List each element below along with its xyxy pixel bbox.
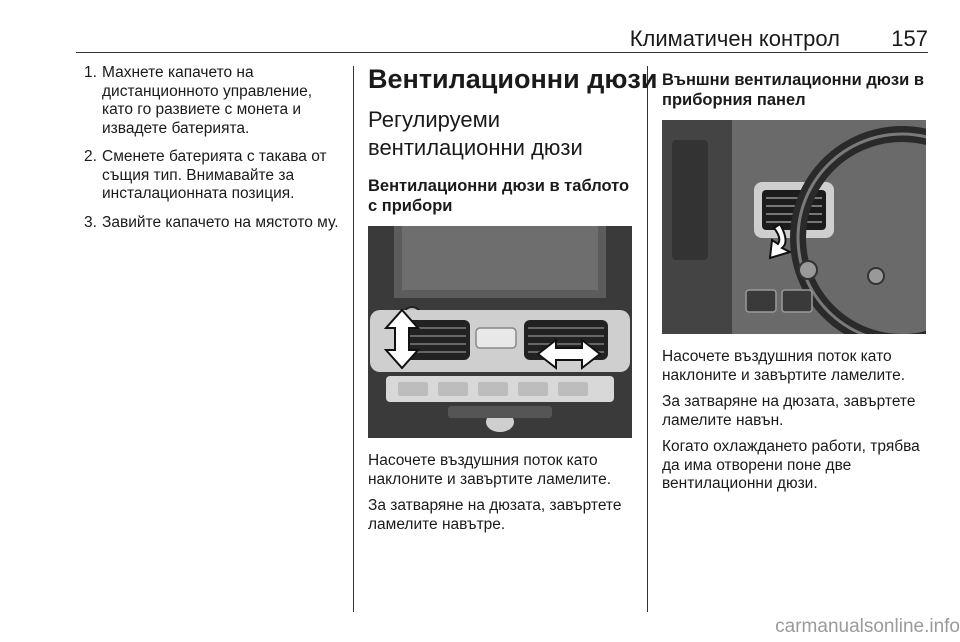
paragraph: Насочете въздушния поток като наклоните и завъртите ламелите. (368, 452, 612, 488)
paragraph: За затваряне на дюзата, завъртете ламелите навътре. (368, 497, 622, 533)
column-1 (84, 64, 342, 242)
watermark: carmanualsonline.info (775, 616, 960, 637)
column-2 (368, 64, 658, 542)
subsection-title: Регулируеми вентилационни дюзи (368, 107, 583, 160)
running-header-title: Климатичен контрол (629, 26, 840, 51)
paragraph: Когато охлаждането работи, трябва да има отворени поне две вентилационни дюзи. (662, 438, 920, 492)
section-title: Вентилационни дюзи (368, 64, 658, 94)
step-text: Махнете капачето на дистанционното управление, като го развиете с монета и извадете батерията. (102, 64, 313, 137)
step-text: Завийте капачето на мястото му. (102, 213, 339, 231)
column-3 (662, 64, 930, 502)
section-heading: Вентилационни дюзи в таблото с прибори (368, 177, 630, 215)
paragraph: За затваряне на дюзата, завъртете ламелите навън. (662, 393, 916, 429)
step-item (84, 148, 342, 204)
step-number: 2. (84, 148, 97, 165)
section-heading: Външни вентилационни дюзи в приборния панел (662, 71, 924, 109)
side-vent-illustration (662, 120, 926, 334)
header-divider (76, 52, 928, 53)
step-number: 1. (84, 64, 97, 81)
step-item (84, 214, 342, 233)
page-number: 157 (891, 26, 928, 51)
paragraph: Насочете въздушния поток като наклоните и завъртите ламелите. (662, 348, 906, 384)
dashboard-vents-illustration (368, 226, 632, 438)
step-number: 3. (84, 213, 97, 231)
column-divider-2 (647, 66, 648, 612)
column-divider-1 (353, 66, 354, 612)
step-text: Сменете батерията с такава от същия тип. Внимавайте за инсталационната позиция. (102, 148, 327, 202)
step-item (84, 64, 342, 138)
instruction-steps (84, 64, 342, 232)
